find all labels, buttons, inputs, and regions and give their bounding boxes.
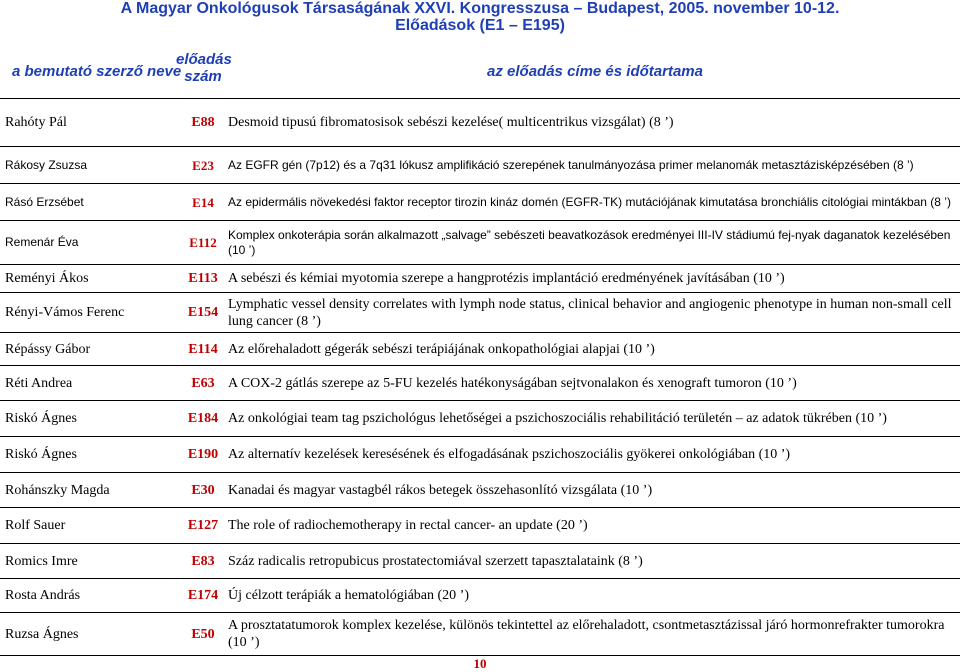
page-number: 10	[473, 656, 487, 671]
table-row	[0, 184, 960, 221]
author-cell: Réti Andrea	[0, 366, 180, 401]
table-row	[0, 508, 960, 544]
talk-title-cell: The role of radiochemotherapy in rectal cancer- an update (20 ’)	[226, 508, 960, 544]
talk-number-cell: E83	[180, 544, 226, 579]
author-cell: Riskó Ágnes	[0, 437, 180, 473]
talk-title-cell: Az előrehaladott gégerák sebészi terápiájának onkopathológiai alapjai (10 ’)	[226, 333, 960, 366]
author-cell: Rolf Sauer	[0, 508, 180, 544]
talk-number-cell: E174	[180, 579, 226, 613]
author-cell: Rohánszky Magda	[0, 473, 180, 508]
talk-title-cell: A prosztatatumorok komplex kezelése, különös tekintettel az előrehaladott, csontmetasztázissal járó hormonrefrakter tumorokra (10 ’)	[226, 613, 960, 656]
talk-number-cell: E184	[180, 401, 226, 437]
talk-number-cell: E14	[180, 184, 226, 221]
author-cell: Rosta András	[0, 579, 180, 613]
talk-title-cell: Az onkológiai team tag pszichológus lehetőségei a pszichoszociális rehabilitáció területén – az adatok tükrében (10 ’)	[226, 401, 960, 437]
talk-number-cell: E112	[180, 221, 226, 265]
talk-number-cell: E114	[180, 333, 226, 366]
table-row	[0, 221, 960, 265]
table-row	[0, 613, 960, 656]
table-row	[0, 333, 960, 366]
talks-table	[0, 98, 960, 656]
table-row	[0, 366, 960, 401]
column-header-number: előadás szám	[176, 51, 232, 85]
table-row	[0, 293, 960, 333]
talk-number-cell: E88	[180, 99, 226, 147]
talk-number-cell: E127	[180, 508, 226, 544]
author-cell: Remenár Éva	[0, 221, 180, 265]
talk-title-cell: Az alternatív kezelések keresésének és elfogadásának pszichoszociális gyökerei onkológiában (10 ’)	[226, 437, 960, 473]
table-row	[0, 147, 960, 184]
talk-title-cell: Komplex onkoterápia során alkalmazott „salvage” sebészeti beavatkozások eredményei III-IV stádiumú fej-nyak daganatok kezelésében (10 ’)	[226, 221, 960, 265]
talk-title-cell: Száz radicalis retropubicus prostatectomiával szerzett tapasztalataink (8 ’)	[226, 544, 960, 579]
author-cell: Répássy Gábor	[0, 333, 180, 366]
talk-title-cell: Lymphatic vessel density correlates with lymph node status, clinical behavior and angiogenic phenotype in human non-small cell lung cancer (8 ’)	[226, 293, 960, 333]
talk-number-cell: E30	[180, 473, 226, 508]
talk-number-cell: E63	[180, 366, 226, 401]
talk-title-cell: Kanadai és magyar vastagbél rákos betegek összehasonlító vizsgálata (10 ’)	[226, 473, 960, 508]
talk-title-cell: A COX-2 gátlás szerepe az 5-FU kezelés hatékonyságában sejtvonalakon és xenograft tumoron (10 ’)	[226, 366, 960, 401]
talk-title-cell: Az epidermális növekedési faktor receptor tirozin kináz domén (EGFR-TK) mutációjának kimutatása bronchiális citológiai mintákban (8 ’)	[226, 184, 960, 221]
talk-number-cell: E23	[180, 147, 226, 184]
talk-number-cell: E154	[180, 293, 226, 333]
author-cell: Rahóty Pál	[0, 99, 180, 147]
talk-number-cell: E190	[180, 437, 226, 473]
table-row	[0, 401, 960, 437]
talk-title-cell: Új célzott terápiák a hematológiában (20 ’)	[226, 579, 960, 613]
talk-title-cell: A sebészi és kémiai myotomia szerepe a hangprotézis implantáció eredményének javításában (10 ’)	[226, 265, 960, 293]
talk-title-cell: Az EGFR gén (7p12) és a 7q31 lókusz amplifikáció szerepének tanulmányozása primer melanomák metasztázisképzésében (8 ’)	[226, 147, 960, 184]
talk-number-cell: E113	[180, 265, 226, 293]
author-cell: Romics Imre	[0, 544, 180, 579]
table-row	[0, 265, 960, 293]
author-cell: Rényi-Vámos Ferenc	[0, 293, 180, 333]
author-cell: Reményi Ákos	[0, 265, 180, 293]
author-cell: Rásó Erzsébet	[0, 184, 180, 221]
talk-title-cell: Desmoid tipusú fibromatosisok sebészi kezelése( multicentrikus vizsgálat) (8 ’)	[226, 99, 960, 147]
column-header-author: a bemutató szerző neve	[12, 63, 182, 80]
table-row	[0, 473, 960, 508]
conference-title: A Magyar Onkológusok Társaságának XXVI. Kongresszusa – Budapest, 2005. november 10-12.	[120, 0, 840, 17]
author-cell: Ruzsa Ágnes	[0, 613, 180, 656]
table-row	[0, 579, 960, 613]
author-cell: Riskó Ágnes	[0, 401, 180, 437]
table-row	[0, 544, 960, 579]
section-title: Előadások (E1 – E195)	[395, 17, 565, 34]
talk-number-cell: E50	[180, 613, 226, 656]
column-header-title: az előadás címe és időtartama	[487, 63, 703, 80]
table-row	[0, 99, 960, 147]
table-row	[0, 437, 960, 473]
author-cell: Rákosy Zsuzsa	[0, 147, 180, 184]
